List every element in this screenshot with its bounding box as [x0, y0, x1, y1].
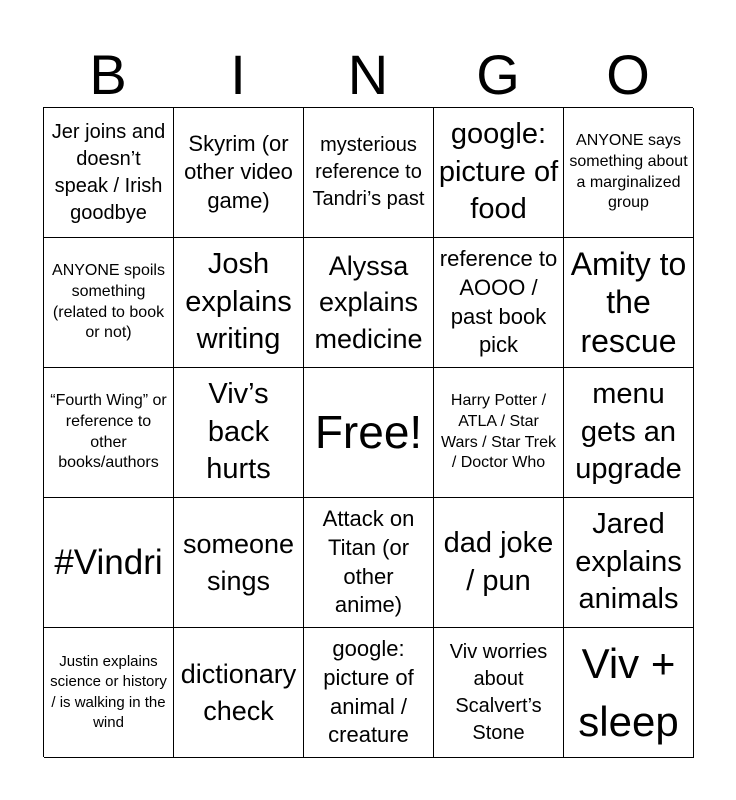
bingo-cell[interactable]: Justin explains science or history / is walking in the wind — [44, 628, 174, 758]
bingo-cell[interactable]: google: picture of animal / creature — [304, 628, 434, 758]
bingo-cell[interactable]: Amity to the rescue — [564, 238, 694, 368]
header-letter-i: I — [230, 43, 246, 106]
bingo-board — [43, 107, 693, 757]
bingo-cell[interactable]: Attack on Titan (or other anime) — [304, 498, 434, 628]
bingo-cell[interactable]: #Vindri — [44, 498, 174, 628]
header-letter-g: G — [476, 43, 520, 106]
bingo-cell[interactable]: Viv’s back hurts — [174, 368, 304, 498]
bingo-cell[interactable]: dad joke / pun — [434, 498, 564, 628]
bingo-cell[interactable]: someone sings — [174, 498, 304, 628]
bingo-cell[interactable]: menu gets an upgrade — [564, 368, 694, 498]
header-letter-b: B — [89, 43, 127, 106]
bingo-cell[interactable]: Viv + sleep — [564, 628, 694, 758]
bingo-cell[interactable]: Skyrim (or other video game) — [174, 108, 304, 238]
bingo-cell[interactable]: ANYONE says something about a marginalized group — [564, 108, 694, 238]
bingo-cell[interactable]: Josh explains writing — [174, 238, 304, 368]
bingo-cell[interactable]: Alyssa explains medicine — [304, 238, 434, 368]
bingo-cell[interactable]: ANYONE spoils something (related to book or not) — [44, 238, 174, 368]
bingo-cell[interactable]: google: picture of food — [434, 108, 564, 238]
bingo-cell[interactable]: Harry Potter / ATLA / Star Wars / Star Trek / Doctor Who — [434, 368, 564, 498]
bingo-cell[interactable]: dictionary check — [174, 628, 304, 758]
bingo-cell[interactable]: Jared explains animals — [564, 498, 694, 628]
bingo-header — [43, 40, 693, 110]
header-letter-n: N — [347, 43, 389, 106]
bingo-cell[interactable]: mysterious reference to Tandri’s past — [304, 108, 434, 238]
bingo-cell[interactable]: Viv worries about Scalvert’s Stone — [434, 628, 564, 758]
bingo-cell[interactable]: Jer joins and doesn’t speak / Irish goodbye — [44, 108, 174, 238]
header-letter-o: O — [606, 43, 650, 106]
free-space[interactable]: Free! — [304, 368, 434, 498]
bingo-cell[interactable]: reference to AOOO / past book pick — [434, 238, 564, 368]
bingo-cell[interactable]: “Fourth Wing” or reference to other books/authors — [44, 368, 174, 498]
